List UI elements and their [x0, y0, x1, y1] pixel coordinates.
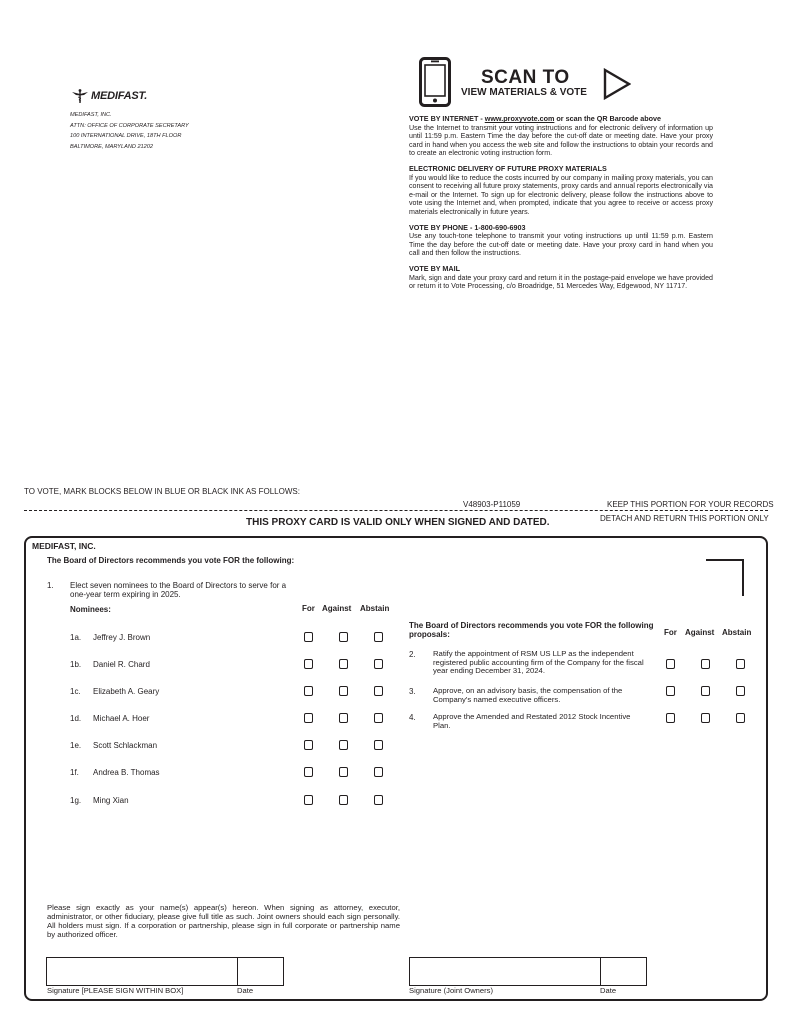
vote-for-checkbox[interactable]	[304, 632, 313, 642]
vote-abstain-checkbox[interactable]	[374, 795, 383, 805]
date-box[interactable]	[237, 957, 284, 986]
signing-instruction: Please sign exactly as your name(s) appear(s) hereon. When signing as attorney, executor, administrator, or other fiduciary, please give full title as such. Joint owners should each sign personally. All holders must sign. If a corporation or partnership, please sign in full corporate or partnership name by authorized officer.	[47, 903, 400, 939]
play-arrow-icon	[603, 68, 631, 105]
proposal-text: Ratify the appointment of RSM US LLP as the independent registered public accounting firm of the Company for the fiscal year ending December 31, 2024.	[433, 649, 644, 676]
nominee-number: 1b.	[70, 660, 82, 669]
internet-heading-suffix: or scan the QR Barcode above	[554, 114, 662, 123]
nominee-number: 1g.	[70, 796, 82, 805]
nominee-number: 1d.	[70, 714, 82, 723]
vote-against-checkbox[interactable]	[339, 659, 348, 669]
nominee-number: 1a.	[70, 633, 82, 642]
vote-abstain-checkbox[interactable]	[374, 659, 383, 669]
nominee-name: Jeffrey J. Brown	[93, 633, 151, 642]
control-code: V48903-P11059	[463, 500, 521, 509]
vote-for-checkbox[interactable]	[304, 795, 313, 805]
mail-heading: VOTE BY MAIL	[409, 263, 460, 273]
vote-abstain-checkbox[interactable]	[374, 686, 383, 696]
vote-against-checkbox[interactable]	[339, 686, 348, 696]
internet-heading	[409, 115, 713, 124]
header-for: For	[302, 604, 315, 613]
smartphone-icon	[419, 57, 451, 112]
header-abstain: Abstain	[360, 604, 390, 613]
vote-against-checkbox[interactable]	[339, 740, 348, 750]
joint-date-box[interactable]	[600, 957, 647, 986]
valid-notice: THIS PROXY CARD IS VALID ONLY WHEN SIGNED AND DATED.	[246, 517, 550, 528]
vote-for-checkbox[interactable]	[304, 713, 313, 723]
mail-body: Mark, sign and date your proxy card and return it in the postage-paid envelope we have provided or return it to Vote Processing, c/o Broadridge, 51 Mercedes Way, Edgewood, NY 11717.	[409, 273, 713, 291]
corner-mark	[706, 559, 744, 596]
address-line: 100 INTERNATIONAL DRIVE, 18TH FLOOR	[70, 133, 182, 139]
proposal-text: Approve the Amended and Restated 2012 Stock Incentive Plan.	[433, 712, 631, 730]
proposal-number: 2.	[409, 650, 416, 659]
vote-abstain-checkbox[interactable]	[374, 740, 383, 750]
phone-body: Use any touch-tone telephone to transmit your voting instructions up until 11:59 p.m. Eastern Time the day before the cut-off date or meeting date. Have your proxy card in hand when you call and then follow the instructions.	[409, 232, 713, 258]
vote-abstain-checkbox[interactable]	[374, 632, 383, 642]
nominee-name: Ming Xian	[93, 796, 129, 805]
vote-abstain-checkbox[interactable]	[374, 713, 383, 723]
header-against: Against	[322, 604, 352, 613]
proposal-number: 4.	[409, 713, 416, 722]
vote-against-checkbox[interactable]	[339, 795, 348, 805]
vote-against-checkbox[interactable]	[701, 713, 710, 723]
vote-for-checkbox[interactable]	[304, 767, 313, 777]
vote-abstain-checkbox[interactable]	[374, 767, 383, 777]
signature-box[interactable]	[46, 957, 238, 986]
vote-against-checkbox[interactable]	[701, 659, 710, 669]
address-line: MEDIFAST, INC.	[70, 112, 112, 118]
vote-for-checkbox[interactable]	[666, 659, 675, 669]
vote-against-checkbox[interactable]	[339, 632, 348, 642]
joint-signature-label: Signature (Joint Owners)	[409, 986, 493, 995]
caduceus-icon	[72, 89, 88, 103]
return-address	[70, 110, 189, 152]
address-line: ATTN: OFFICE OF CORPORATE SECRETARY	[70, 122, 189, 129]
mark-instruction: TO VOTE, MARK BLOCKS BELOW IN BLUE OR BLACK INK AS FOLLOWS:	[24, 487, 300, 496]
board-recommendation-right: The Board of Directors recommends you vote FOR the following proposals:	[409, 621, 654, 639]
internet-heading-prefix: VOTE BY INTERNET -	[409, 114, 485, 123]
electronic-heading: ELECTRONIC DELIVERY OF FUTURE PROXY MATERIALS	[409, 163, 607, 173]
keep-portion-text: KEEP THIS PORTION FOR YOUR RECORDS	[607, 500, 774, 509]
vote-for-checkbox[interactable]	[304, 686, 313, 696]
vote-abstain-checkbox[interactable]	[736, 713, 745, 723]
nominee-name: Michael A. Hoer	[93, 714, 150, 723]
voting-instructions	[409, 115, 713, 298]
joint-signature-box[interactable]	[409, 957, 601, 986]
vote-abstain-checkbox[interactable]	[736, 686, 745, 696]
header-abstain: Abstain	[722, 628, 752, 637]
medifast-logo	[72, 89, 147, 103]
scan-subtitle: VIEW MATERIALS & VOTE	[461, 87, 587, 98]
board-recommendation-left: The Board of Directors recommends you vote FOR the following:	[47, 556, 295, 565]
card-company: MEDIFAST, INC.	[32, 541, 96, 551]
vote-for-checkbox[interactable]	[304, 659, 313, 669]
proposal-text: Approve, on an advisory basis, the compensation of the Company's named executive officers.	[433, 686, 623, 704]
vote-against-checkbox[interactable]	[339, 767, 348, 777]
detach-portion-text: DETACH AND RETURN THIS PORTION ONLY	[600, 514, 769, 523]
item1-text: Elect seven nominees to the Board of Directors to serve for a one-year term expiring in 2025.	[70, 581, 287, 599]
vote-abstain-checkbox[interactable]	[736, 659, 745, 669]
header-against: Against	[685, 628, 715, 637]
nominee-number: 1c.	[70, 687, 81, 696]
nominee-name: Elizabeth A. Geary	[93, 687, 160, 696]
nominee-name: Scott Schlackman	[93, 741, 158, 750]
nominee-name: Andrea B. Thomas	[93, 768, 160, 777]
vote-for-checkbox[interactable]	[666, 713, 675, 723]
item1-number: 1.	[47, 581, 54, 590]
nominees-label: Nominees:	[70, 605, 111, 614]
signature-label: Signature [PLEASE SIGN WITHIN BOX]	[47, 986, 184, 995]
address-line: BALTIMORE, MARYLAND 21202	[70, 143, 154, 150]
nominee-number: 1f.	[70, 768, 79, 777]
vote-against-checkbox[interactable]	[339, 713, 348, 723]
nominee-number: 1e.	[70, 741, 82, 750]
vote-against-checkbox[interactable]	[701, 686, 710, 696]
phone-heading: VOTE BY PHONE - 1-800-690-6903	[409, 222, 526, 232]
proposal-number: 3.	[409, 687, 416, 696]
header-for: For	[664, 628, 677, 637]
nominee-name: Daniel R. Chard	[93, 660, 150, 669]
vote-for-checkbox[interactable]	[304, 740, 313, 750]
joint-date-label: Date	[600, 986, 617, 995]
date-label: Date	[237, 986, 254, 995]
logo-text: MEDIFAST.	[91, 90, 148, 102]
internet-body: Use the Internet to transmit your voting instructions and for electronic delivery of information up until 11:59 p.m. Eastern Time the day before the cut-off date or meeting date. Have your proxy card in hand when you access the web site and follow the instructions to obtain your records and to create an electronic voting instruction form.	[409, 123, 713, 158]
proxyvote-link[interactable]: www.proxyvote.com	[484, 114, 555, 123]
scan-title: SCAN TO	[481, 67, 570, 88]
vote-for-checkbox[interactable]	[666, 686, 675, 696]
detach-line	[24, 510, 768, 511]
electronic-body: If you would like to reduce the costs incurred by our company in mailing proxy materials, you can consent to receiving all future proxy statements, proxy cards and annual reports electronically via e-mail or the Internet. To sign up for electronic delivery, please follow the instructions above to vote using the Internet and, when prompted, indicate that you agree to receive or access proxy materials electronically in future years.	[409, 173, 714, 216]
